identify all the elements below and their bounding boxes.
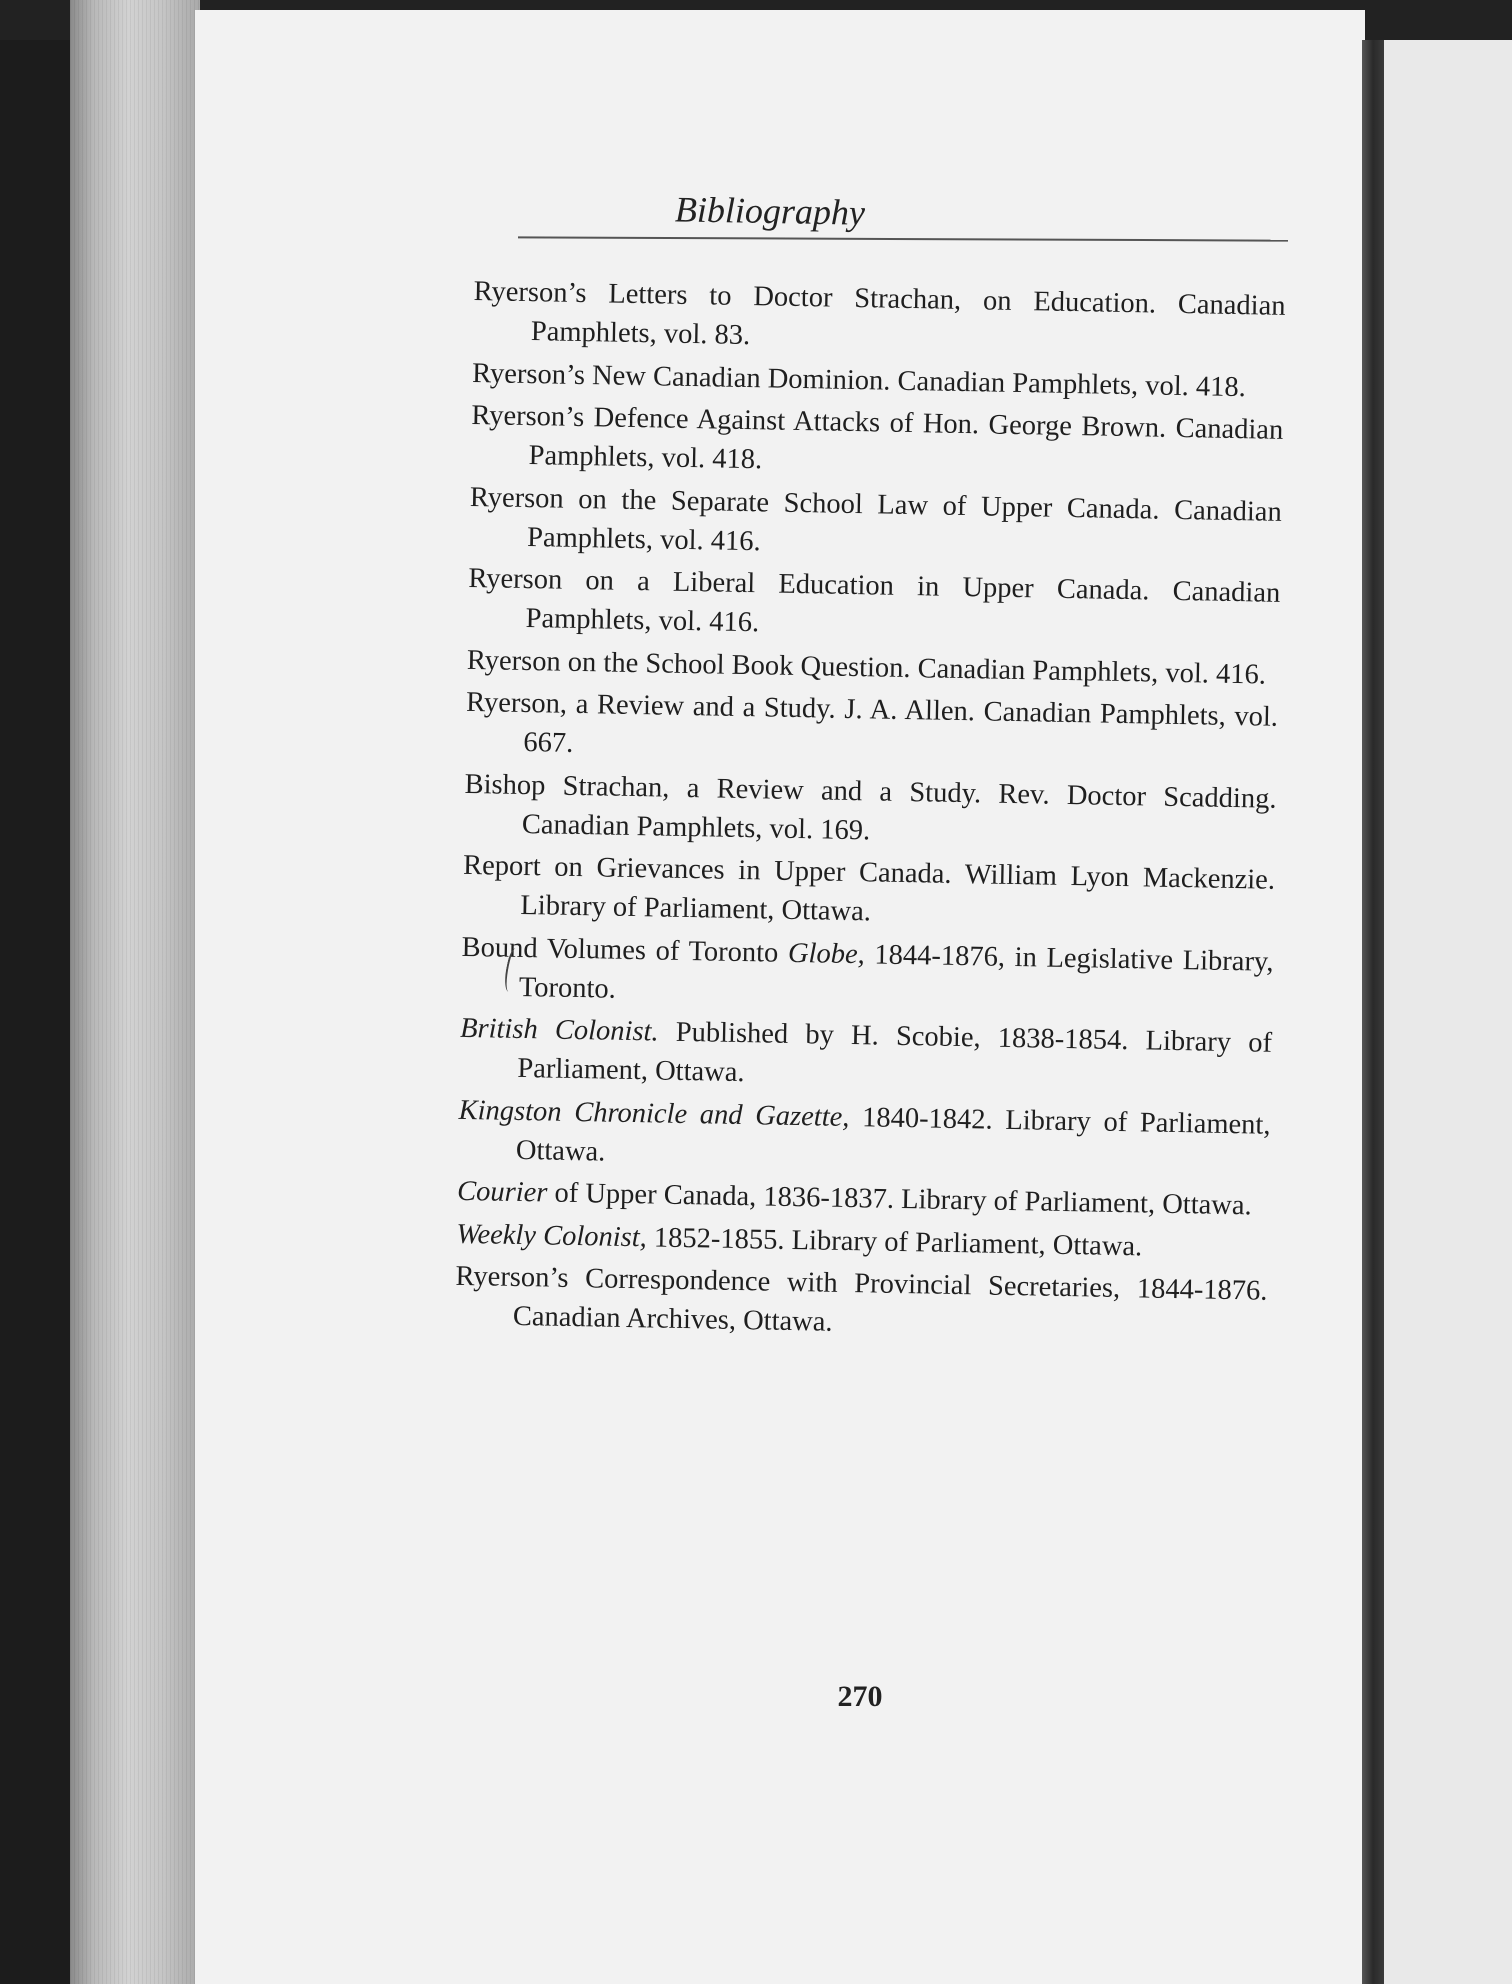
bibliography-entry: Ryerson’s Correspondence with Provincial Secretaries, 1844-1876. Canadian Archives, Ottawa.	[455, 1260, 1268, 1338]
periodical-title: Weekly Colonist,	[456, 1218, 648, 1253]
bibliography-entry: Ryerson’s Defence Against Attacks of Hon. George Brown. Canadian Pamphlets, vol. 418.	[471, 399, 1284, 476]
bibliography-entry: Ryerson’s New Canadian Dominion. Canadian Pamphlets, vol. 418.	[471, 357, 1247, 403]
page-number: 270	[837, 1680, 883, 1713]
bibliography-entry: Ryerson on a Liberal Education in Upper Canada. Canadian Pamphlets, vol. 416.	[468, 562, 1281, 639]
bibliography-list	[454, 272, 1285, 1353]
bibliography-entry: Report on Grievances in Upper Canada. William Lyon Mackenzie. Library of Parliament, Ottawa.	[462, 849, 1276, 928]
bibliography-entry: Ryerson, a Review and a Study. J. A. Allen. Canadian Pamphlets, vol. 667.	[465, 686, 1279, 759]
bibliography-entry: Bishop Strachan, a Review and a Study. Rev. Doctor Scadding. Canadian Pamphlets, vol. 169.	[464, 768, 1277, 846]
bibliography-entry: Weekly Colonist, 1852-1855. Library of Parliament, Ottawa.	[456, 1218, 1143, 1262]
bibliography-entry: British Colonist. Published by H. Scobie, 1838-1854. Library of Parliament, Ottawa.	[459, 1012, 1273, 1089]
periodical-title: Kingston Chronicle and Gazette,	[458, 1094, 850, 1133]
bibliography-entry: Ryerson on the School Book Question. Canadian Pamphlets, vol. 416.	[466, 644, 1267, 691]
running-head: Bibliography	[674, 189, 866, 233]
periodical-title: Globe,	[787, 937, 866, 970]
periodical-title: British Colonist.	[459, 1012, 659, 1048]
book-page-edges	[70, 0, 200, 1984]
bibliography-entry: Courier of Upper Canada, 1836-1837. Library of Parliament, Ottawa.	[456, 1175, 1252, 1222]
bibliography-entry: Kingston Chronicle and Gazette, 1840-1842. Library of Parliament, Ottawa.	[458, 1094, 1271, 1168]
periodical-title: Courier	[456, 1175, 548, 1209]
bibliography-entry: Ryerson on the Separate School Law of Upper Canada. Canadian Pamphlets, vol. 416.	[469, 481, 1283, 557]
facing-page-edge	[1384, 40, 1512, 1984]
bibliography-entry: Ryerson’s Letters to Doctor Strachan, on Education. Canadian Pamphlets, vol. 83.	[473, 275, 1286, 352]
bibliography-entry: Bound Volumes of Toronto Globe, 1844-1876, in Legislative Library, Toronto.	[461, 931, 1274, 1005]
book-spine-shadow	[1362, 40, 1384, 1984]
